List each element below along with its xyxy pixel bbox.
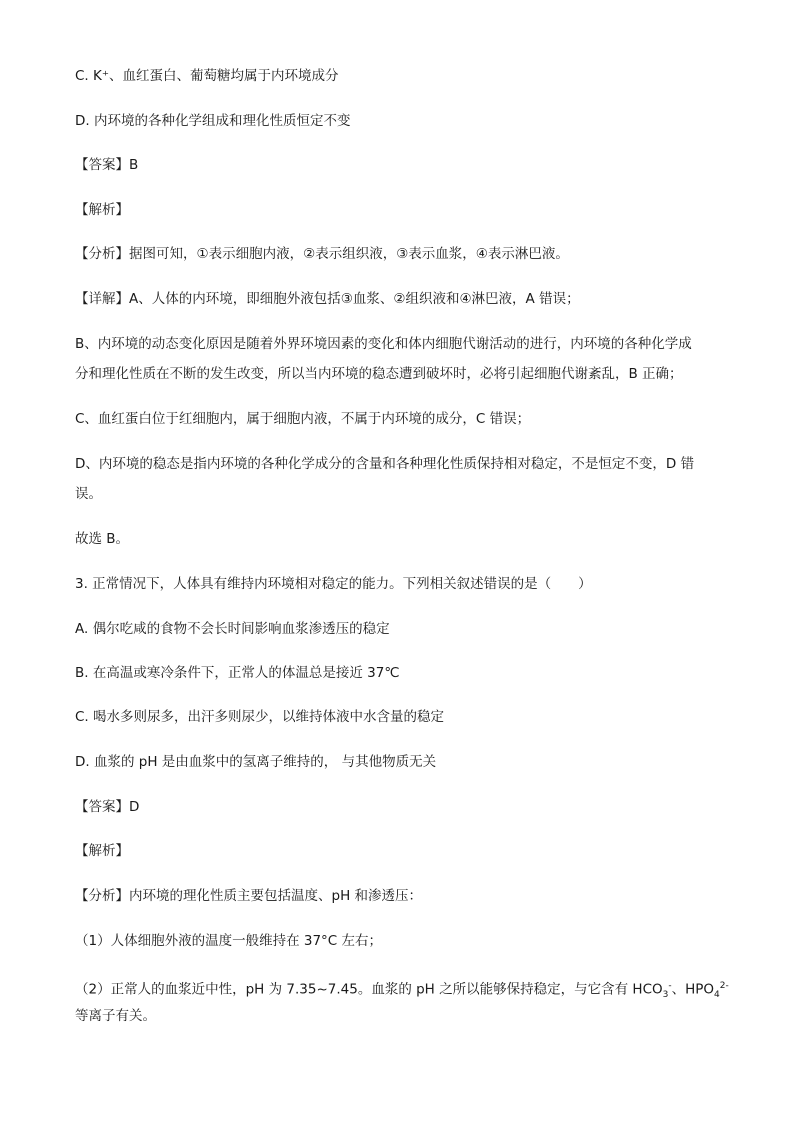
- point-1: （1）人体细胞外液的温度一般维持在 37°C 左右；: [75, 933, 383, 949]
- point-2-text-a: （2）正常人的血浆近中性，pH 为 7.35~7.45。血浆的 pH 之所以能够保持稳定，与它含有 HCO: [75, 981, 663, 998]
- question-3-option-c: C. 喝水多则尿多，出汗多则尿少，以维持体液中水含量的稳定: [75, 709, 445, 725]
- question-3-stem: 3. 正常情况下，人体具有维持内环境相对稳定的能力。下列相关叙述错误的是（ ）: [75, 576, 592, 592]
- xiangjie-c: C、血红蛋白位于红细胞内，属于细胞内液，不属于内环境的成分，C 错误；: [75, 411, 531, 427]
- analysis-heading-prev: 【解析】: [75, 202, 129, 218]
- xiangjie-a: 【详解】A、人体的内环境，即细胞外液包括③血浆、②组织液和④淋巴液，A 错误；: [75, 291, 580, 307]
- xiangjie-b-line2: 分和理化性质在不断的发生改变，所以当内环境的稳态遭到破坏时，必将引起细胞代谢紊乱，B 正确；: [75, 366, 683, 382]
- option-d-prev: D. 内环境的各种化学组成和理化性质恒定不变: [75, 113, 351, 129]
- answer-prev: 【答案】B: [75, 157, 139, 173]
- fenxi-q3: 【分析】内环境的理化性质主要包括温度、pH 和渗透压：: [75, 888, 423, 904]
- xiangjie-b-line1: B、内环境的动态变化原因是随着外界环境因素的变化和体内细胞代谢活动的进行，内环境的各种化学成: [75, 336, 692, 352]
- answer-q3: 【答案】D: [75, 799, 140, 815]
- point-2-line2: 等离子有关。: [75, 1008, 156, 1024]
- question-3-option-b: B. 在高温或寒冷条件下，正常人的体温总是接近 37℃: [75, 665, 400, 681]
- xiangjie-d-line2: 误。: [75, 486, 102, 502]
- question-3-option-a: A. 偶尔吃咸的食物不会长时间影响血浆渗透压的稳定: [75, 621, 390, 637]
- conclusion: 故选 B。: [75, 531, 130, 547]
- analysis-heading-q3: 【解析】: [75, 843, 129, 859]
- option-c-prev: C. K⁺、血红蛋白、葡萄糖均属于内环境成分: [75, 68, 339, 84]
- fenxi-prev: 【分析】据图可知，①表示细胞内液，②表示组织液，③表示血浆，④表示淋巴液。: [75, 246, 569, 262]
- point-2-line1: [75, 976, 729, 1005]
- point-2-superscript-2: 2-: [719, 981, 729, 991]
- point-2-subscript-2: 4: [714, 990, 720, 1001]
- question-3-option-d: D. 血浆的 pH 是由血浆中的氢离子维持的， 与其他物质无关: [75, 754, 437, 770]
- point-2-superscript-1: -: [668, 981, 672, 991]
- point-2-text-b: 、HPO: [671, 981, 715, 998]
- xiangjie-d-line1: D、内环境的稳态是指内环境的各种化学成分的含量和各种理化性质保持相对稳定，不是恒定不变，D 错: [75, 456, 695, 472]
- point-2-subscript-1: 3: [662, 990, 669, 1001]
